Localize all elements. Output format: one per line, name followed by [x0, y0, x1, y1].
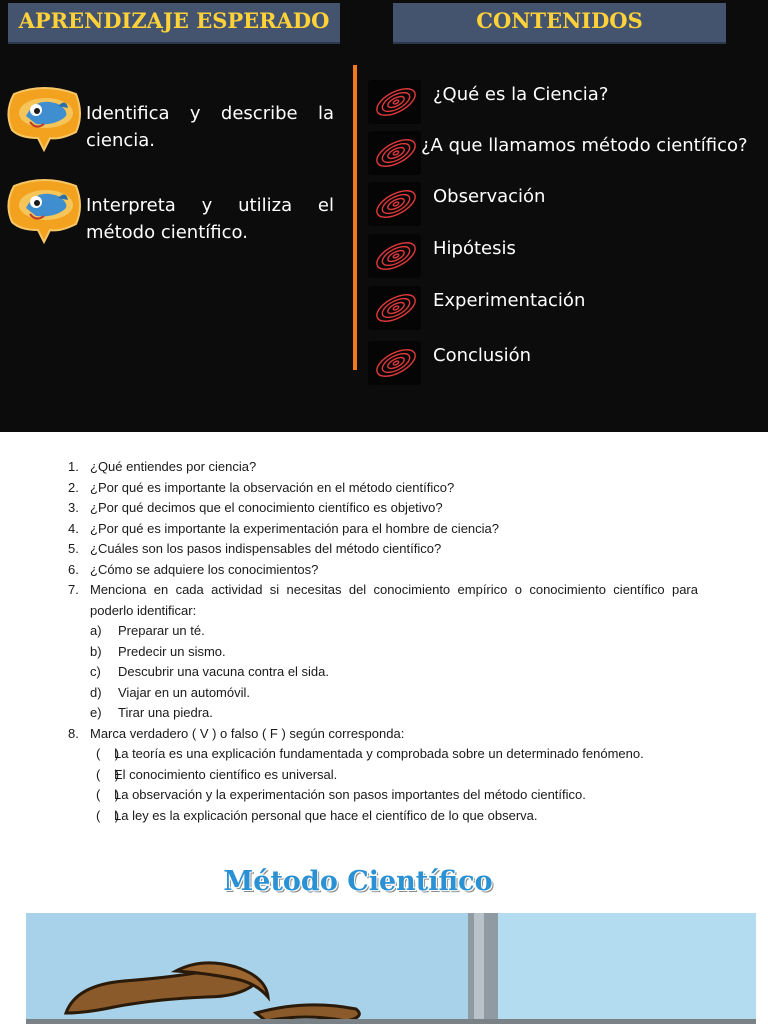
true-false-item	[68, 806, 698, 827]
question-item	[68, 724, 698, 745]
activity-item	[68, 642, 698, 663]
activity-item	[68, 703, 698, 724]
dark-panel	[0, 0, 768, 432]
question-number: 2.	[68, 479, 79, 495]
activity-text: Predecir un sismo.	[118, 643, 226, 659]
red-spiral-icon	[368, 234, 421, 278]
red-spiral-icon	[368, 80, 421, 124]
answer-blank: ( )	[96, 746, 120, 761]
activity-text: Tirar una piedra.	[118, 705, 213, 720]
red-spiral-icon	[368, 286, 421, 330]
statement-text: La ley es la explicación personal que hace el científico de lo que observa.	[114, 807, 538, 823]
header-contenidos: CONTENIDOS	[393, 3, 726, 44]
question-number: 1.	[68, 459, 79, 474]
content-label: Observación	[433, 186, 546, 207]
red-spiral-icon	[368, 341, 421, 385]
question-item	[68, 580, 698, 621]
true-false-item	[68, 785, 698, 806]
true-false-item	[68, 744, 698, 765]
true-false-item	[68, 765, 698, 786]
question-text: ¿Por qué es importante la observación en el método científico?	[90, 479, 455, 495]
cartoon-fish-badge-icon	[6, 86, 82, 152]
question-item	[68, 478, 698, 499]
statement-text: La teoría es una explicación fundamentada y comprobada sobre un determinado fenómeno.	[114, 746, 644, 761]
content-label: ¿Qué es la Ciencia?	[433, 84, 609, 105]
activity-letter: c)	[90, 664, 101, 679]
question-number: 7.	[68, 582, 79, 597]
content-label: Experimentación	[433, 290, 586, 311]
cartoon-fish-badge-icon	[6, 178, 82, 244]
question-text: ¿Por qué es importante la experimentación para el hombre de ciencia?	[90, 520, 500, 536]
answer-blank: ( )	[96, 766, 120, 782]
cartoon-scene	[26, 913, 756, 1024]
activity-letter: a)	[90, 623, 102, 638]
content-label: ¿A que llamamos método científico?	[421, 135, 748, 156]
question-item	[68, 560, 698, 581]
divider-line	[353, 65, 357, 370]
answer-blank: ( )	[96, 787, 120, 802]
statement-text: El conocimiento científico es universal.	[114, 766, 338, 782]
content-label: Hipótesis	[433, 238, 516, 259]
statement-text: La observación y la experimentación son pasos importantes del método científico.	[114, 787, 586, 802]
activity-letter: e)	[90, 705, 102, 720]
activity-text: Descubrir una vacuna contra el sida.	[118, 664, 330, 679]
question-text: Menciona en cada actividad si necesitas del conocimiento empírico o conocimiento científico para poderlo identificar:	[90, 582, 698, 618]
question-number: 4.	[68, 520, 79, 536]
question-number: 5.	[68, 541, 79, 556]
question-text: Marca verdadero ( V ) o falso ( F ) según corresponda:	[90, 725, 405, 741]
question-number: 8.	[68, 725, 79, 741]
question-list	[68, 457, 698, 826]
section-title: Método Científico	[223, 866, 493, 897]
question-item	[68, 539, 698, 560]
activity-text: Preparar un té.	[118, 623, 205, 638]
question-text: ¿Cómo se adquiere los conocimientos?	[90, 561, 319, 577]
red-spiral-icon	[368, 182, 421, 226]
objective-text: Interpreta y utiliza el método científico.	[86, 195, 334, 243]
question-item	[68, 519, 698, 540]
activity-item	[68, 662, 698, 683]
red-spiral-icon	[368, 131, 421, 175]
cartoon-illustration	[26, 913, 756, 1024]
content-label: Conclusión	[433, 345, 532, 366]
activity-item	[68, 621, 698, 642]
activity-letter: b)	[90, 643, 102, 659]
question-text: ¿Por qué decimos que el conocimiento científico es objetivo?	[90, 500, 443, 515]
question-text: ¿Qué entiendes por ciencia?	[90, 459, 257, 474]
header-aprendizaje-esperado: APRENDIZAJE ESPERADO	[8, 3, 340, 44]
question-number: 6.	[68, 561, 79, 577]
activity-text: Viajar en un automóvil.	[118, 684, 251, 700]
objective-text: Identifica y describe la ciencia.	[86, 103, 334, 151]
question-text: ¿Cuáles son los pasos indispensables del método científico?	[90, 541, 442, 556]
question-number: 3.	[68, 500, 79, 515]
activity-letter: d)	[90, 684, 102, 700]
answer-blank: ( )	[96, 807, 120, 823]
question-item	[68, 498, 698, 519]
activity-item	[68, 683, 698, 704]
question-item	[68, 457, 698, 478]
